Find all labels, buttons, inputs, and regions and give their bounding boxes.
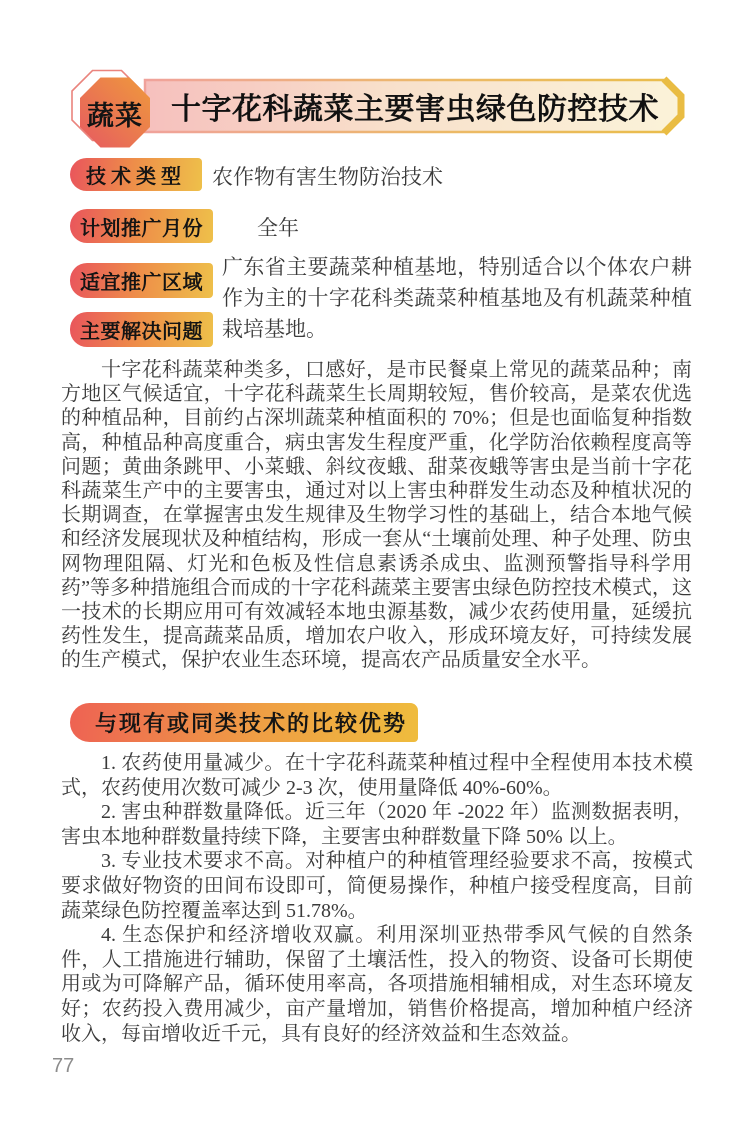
advantage-item-1: 1. 农药使用量减少。在十字花科蔬菜种植过程中全程使用本技术模式，农药使用次数可减少 2-3 次，使用量降低 40%-60%。: [61, 752, 693, 799]
label-badge-main-problem: 主要解决问题: [70, 312, 213, 347]
label-badge-promo-months: 计划推广月份: [70, 209, 213, 243]
value-promo-months: 全年: [257, 216, 299, 240]
value-suitable-region: 广东省主要蔬菜种植基地，特别适合以个体农户耕作为主的十字花科类蔬菜种植基地及有机蔬菜种植栽培基地。: [222, 255, 692, 342]
label-badge-suitable-region: 适宜推广区域: [70, 263, 213, 298]
main-problem-paragraph: 十字花科蔬菜种类多，口感好，是市民餐桌上常见的蔬菜品种；南方地区气候适宜，十字花科蔬菜生长周期较短，售价较高，是菜农优选的种植品种，目前约占深圳蔬菜种植面积的 70%；但是也面临复种指数高，种植品种高度重合，病虫害发生程度严重，化学防治依赖程度高等问题；黄曲条跳甲、小菜蛾、斜纹夜蛾、甜菜夜蛾等害虫是当前十字花科蔬菜生产中的主要害虫，通过对以上害虫种群发生动态及种植状况的长期调查，在掌握害虫发生规律及生物学习性的基础上，结合本地气候和经济发展现状及种植结构，形成一套从“土壤前处理、种子处理、防虫网物理阻隔、灯光和色板及性信息素诱杀成虫、监测预警指导科学用药”等多种措施组合而成的十字花科蔬菜主要害虫绿色防控技术模式，这一技术的长期应用可有效减轻本地虫源基数，减少农药使用量，延缓抗药性发生，提高蔬菜品质，增加农户收入，形成环境友好，可持续发展的生产模式，保护农业生态环境，提高农产品质量安全水平。: [61, 359, 692, 672]
value-tech-type: 农作物有害生物防治技术: [212, 165, 443, 189]
category-octagon-badge: 蔬菜: [87, 100, 143, 131]
advantage-item-3: 3. 专业技术要求不高。对种植户的种植管理经验要求不高，按模式要求做好物资的田间布设即可，简便易操作，种植户接受程度高，目前蔬菜绿色防控覆盖率达到 51.78%。: [61, 850, 693, 922]
page-title: 十字花科蔬菜主要害虫绿色防控技术: [171, 93, 659, 126]
advantages-list: [61, 751, 693, 1046]
advantage-item-2: 2. 害虫种群数量降低。近三年（2020 年 -2022 年）监测数据表明，害虫本地种群数量持续下降，主要害虫种群数量下降 50% 以上。: [61, 801, 693, 848]
section-heading-advantages: 与现有或同类技术的比较优势: [70, 703, 418, 742]
label-badge-tech-type: 技术类型: [70, 158, 202, 191]
advantage-item-4: 4. 生态保护和经济增收双赢。利用深圳亚热带季风气候的自然条件，人工措施进行辅助，保留了土壤活性，投入的物资、设备可长期使用或为可降解产品，循环使用率高，各项措施相辅相成，对生态环境友好；农药投入费用减少，亩产量增加，销售价格提高，增加种植户经济收入，每亩增收近千元，具有良好的经济效益和生态效益。: [61, 924, 693, 1045]
page-number: 77: [52, 1055, 75, 1077]
